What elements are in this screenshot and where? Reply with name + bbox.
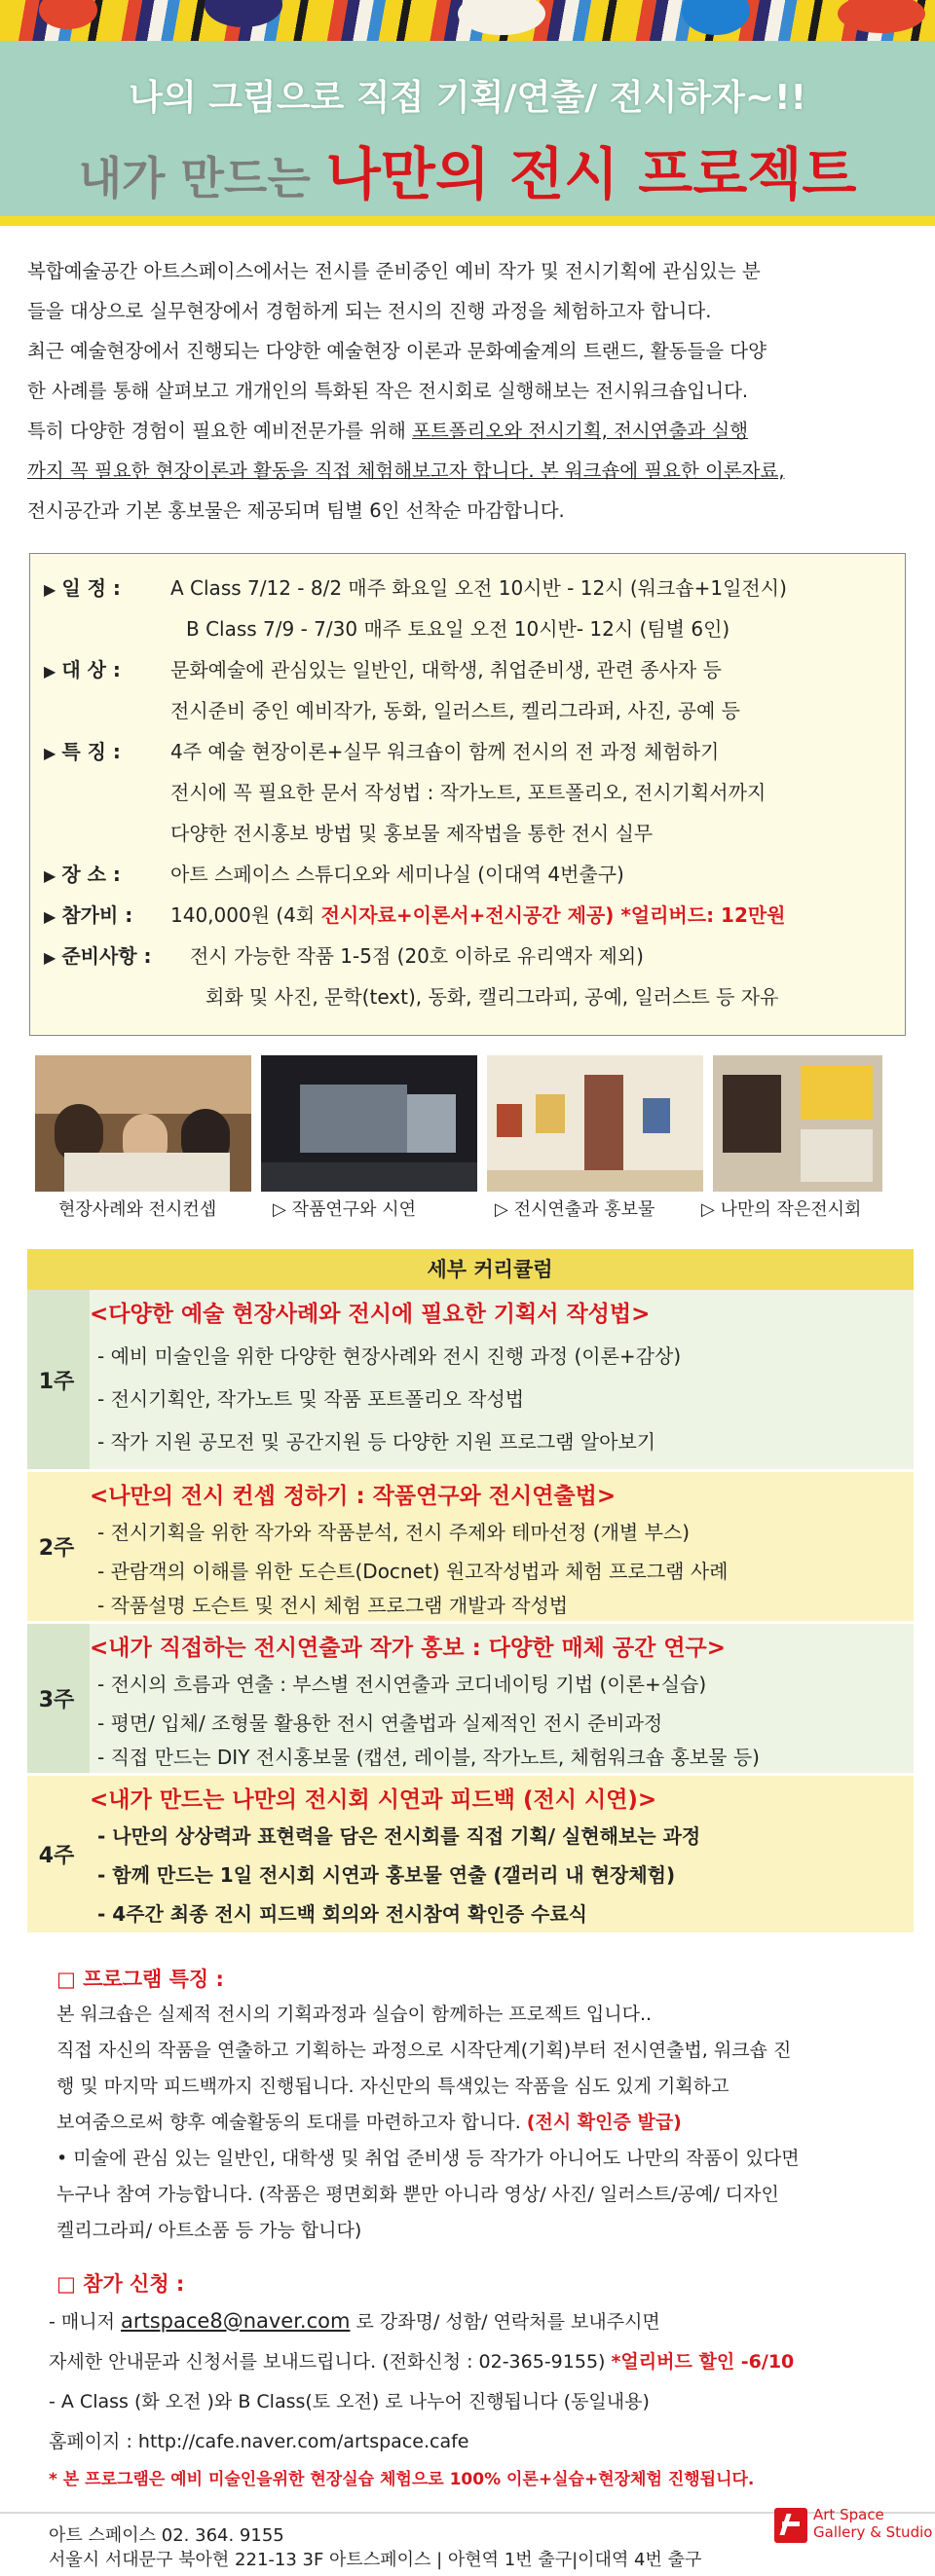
info-label: ▶ 참가비 : (44, 895, 132, 938)
info-value: 전시준비 중인 예비작가, 동화, 일러스트, 켈리그라퍼, 사진, 공예 등 (170, 699, 740, 722)
triangle-bullet-icon: ▶ (44, 866, 56, 885)
info-value: A Class 7/12 - 8/2 매주 화요일 오전 10시반 - 12시 (워크숍+1일전시) (170, 576, 787, 600)
week-item: - 작품설명 도슨트 및 전시 체험 프로그램 개발과 작성법 (97, 1594, 569, 1617)
apply-section (49, 2266, 916, 2497)
week-label: 1주 (38, 1369, 75, 1394)
intro-underlined: 까지 꼭 필요한 현장이론과 활동을 직접 체험해보고자 합니다. 본 워크숍에 필요한 이론자료, (27, 460, 785, 482)
week-heading: <다양한 예술 현장사례와 전시에 필요한 기획서 작성법> (90, 1302, 651, 1327)
info-fee-row (44, 895, 905, 936)
info-feature-row (44, 731, 905, 772)
info-value: 다양한 전시홍보 방법 및 홍보물 제작법을 통한 전시 실무 (170, 822, 654, 845)
week-item: - 예비 미술인을 위한 다양한 현장사례와 전시 진행 과정 (이론+감상) (97, 1344, 682, 1368)
curriculum-header (27, 1249, 914, 1290)
week-heading: <내가 만드는 나만의 전시회 시연과 피드백 (전시 시연)> (90, 1787, 657, 1813)
apply-row: 자세한 안내문과 신청서를 보내드립니다. (전화신청 : 02-365-9155) *얼리버드 할인 -6/10 (49, 2351, 795, 2373)
info-box (29, 553, 906, 1036)
banner-title-gray: 내가 만드는 (78, 152, 326, 204)
triangle-bullet-icon: ▶ (44, 907, 56, 926)
info-value: 4주 예술 현장이론+실무 워크숍이 함께 전시의 전 과정 체험하기 (170, 740, 720, 763)
curriculum-table (27, 1249, 914, 1932)
week-label: 2주 (38, 1536, 75, 1561)
intro-line: 복합예술공간 아트스페이스에서는 전시를 준비중인 예비 작가 및 전시기획에 관심있는 분 (27, 260, 761, 282)
info-feature-row (44, 813, 905, 854)
intro-line: 전시공간과 기본 홍보물은 제공되며 팀별 6인 선착순 마감합니다. (27, 499, 565, 522)
week-item: - 평면/ 입체/ 조형물 활용한 전시 연출법과 실제적인 전시 준비과정 (97, 1711, 663, 1735)
week-item: - 직접 만드는 DIY 전시홍보물 (캡션, 레이블, 작가노트, 체험워크숍 홍보물 등) (97, 1746, 760, 1769)
program-text: 켈리그라피/ 아트소품 등 가능 합니다) (56, 2220, 362, 2241)
program-text: 누구나 참여 가능합니다. (작품은 평면회화 뿐만 아니라 영상/ 사진/ 일러스트/공예/ 디자인 (56, 2184, 779, 2205)
photo-caption: ▷ 작품연구와 시연 (273, 1199, 417, 1220)
program-text: 본 워크숍은 실제적 전시의 기획과정과 실습이 함께하는 프로젝트 입니다.. (56, 2004, 653, 2025)
photo-presentation (261, 1055, 477, 1192)
program-text: 행 및 마지막 피드백까지 진행됩니다. 자신만의 특색있는 작품을 심도 있게 기획하고 (56, 2076, 729, 2097)
footer-address: 서울시 서대문구 북아현 221-13 3F 아트스페이스 | 아현역 1번 출구|이대역 4번 출구 (49, 2550, 702, 2570)
banner-divider (0, 216, 935, 226)
photo-workshop (35, 1055, 251, 1192)
curriculum-week-3 (27, 1621, 914, 1773)
info-value: 전시에 꼭 필요한 문서 작성법 : 작가노트, 포트폴리오, 전시기획서까지 (170, 781, 767, 804)
info-label: ▶ 특 징 : (44, 731, 121, 774)
photo-gallery (487, 1055, 703, 1192)
week-item: - 4주간 최종 전시 피드백 회의와 전시참여 확인증 수료식 (97, 1902, 587, 1926)
banner-title (0, 129, 935, 210)
photo-exhibition (713, 1055, 882, 1192)
curriculum-week-1 (27, 1290, 914, 1469)
info-target-row (44, 690, 905, 731)
info-prep-row (44, 936, 905, 976)
info-value: 문화예술에 관심있는 일반인, 대학생, 취업준비생, 관련 종사자 등 (170, 658, 722, 681)
certificate-note: (전시 확인증 발급) (526, 2112, 682, 2133)
week-body (90, 1290, 914, 1469)
curriculum-week-4 (27, 1773, 914, 1932)
week-item: - 나만의 상상력과 표현력을 담은 전시회를 직접 기획/ 실현해보는 과정 (97, 1824, 701, 1848)
info-value: 전시 가능한 작품 1-5점 (20호 이하로 유리액자 제외) (190, 944, 644, 968)
info-label: ▶ 대 상 : (44, 649, 121, 692)
week-item: - 전시기획안, 작가노트 및 작품 포트폴리오 작성법 (97, 1387, 525, 1411)
footer-phone: 아트 스페이스 02. 364. 9155 (49, 2525, 284, 2546)
program-text: 직접 자신의 작품을 연출하고 기획하는 과정으로 시작단계(기획)부터 전시연출법, 워크숍 진 (56, 2040, 792, 2061)
week-body (90, 1776, 914, 1932)
info-value: 140,000원 (4회 전시자료+이론서+전시공간 제공) *얼리버드: 12만원 (170, 903, 786, 927)
banner-title-red: 나만의 전시 프로젝트 (325, 141, 857, 207)
art-space-logo (774, 2506, 933, 2553)
triangle-bullet-icon: ▶ (44, 744, 56, 762)
info-fee-highlight: 전시자료+이론서+전시공간 제공) *얼리버드: 12만원 (320, 903, 786, 927)
week-item: - 함께 만드는 1일 전시회 시연과 홍보물 연출 (갤러리 내 현장체험) (97, 1863, 676, 1887)
info-schedule-row (44, 568, 905, 608)
week-item: - 전시의 흐름과 연출 : 부스별 전시연출과 코디네이팅 기법 (이론+실습) (97, 1673, 707, 1696)
intro-line: 한 사례를 통해 살펴보고 개개인의 특화된 작은 전시회로 실행해보는 전시워크숍입니다. (27, 380, 749, 402)
week-body (90, 1472, 914, 1621)
intro-text: 특히 다양한 경험이 필요한 예비전문가를 위해 (27, 420, 413, 442)
apply-title: □ 참가 신청 : (56, 2272, 185, 2296)
week-heading: <나만의 전시 컨셉 정하기 : 작품연구와 전시연출법> (90, 1484, 617, 1509)
program-features (56, 1962, 914, 2249)
art-space-logo-icon (774, 2508, 807, 2543)
info-label: ▶ 일 정 : (44, 568, 121, 610)
intro-line: 최근 예술현장에서 진행되는 다양한 예술현장 이론과 문화예술계의 트랜드, 활동들을 다양 (27, 340, 767, 362)
week-body (90, 1624, 914, 1773)
info-target-row (44, 649, 905, 690)
info-feature-row (44, 772, 905, 813)
info-schedule-row (44, 608, 905, 649)
intro-paragraph (27, 251, 914, 531)
week-heading: <내가 직접하는 전시연출과 작가 홍보 : 다양한 매체 공간 연구> (90, 1636, 727, 1661)
intro-line (27, 411, 914, 451)
header-banner (0, 41, 935, 216)
info-value: 회화 및 사진, 문학(text), 동화, 캘리그라피, 공예, 일러스트 등 자유 (206, 985, 779, 1009)
apply-row: - 매니저 artspace8@naver.com 로 강좌명/ 성함/ 연락처를 보내주시면 (49, 2309, 660, 2333)
info-prep-row (44, 976, 905, 1017)
photo-strip (35, 1055, 882, 1192)
triangle-bullet-icon: ▶ (44, 948, 56, 967)
program-note: * 본 프로그램은 예비 미술인을위한 현장실습 체험으로 100% 이론+실습+현장체험 진행됩니다. (49, 2470, 755, 2489)
photo-caption: ▷ 나만의 작은전시회 (701, 1199, 862, 1220)
banner-subtitle: 나의 그림으로 직접 기획/연출/ 전시하자~!! (129, 78, 806, 118)
logo-text: Art Space (813, 2506, 884, 2523)
intro-line (27, 451, 914, 491)
info-value: 아트 스페이스 스튜디오와 세미나실 (이대역 4번출구) (170, 863, 624, 886)
photo-caption: 현장사례와 전시컨셉 (58, 1199, 217, 1220)
info-label: ▶ 준비사항 : (44, 936, 152, 978)
program-text: • 미술에 관심 있는 일반인, 대학생 및 취업 준비생 등 작가가 아니어도 나만의 작품이 있다면 (56, 2148, 800, 2169)
info-place-row (44, 854, 905, 895)
intro-underlined: 포트폴리오와 전시기획, 전시연출과 실행 (412, 420, 749, 442)
info-label: ▶ 장 소 : (44, 854, 121, 897)
apply-row: - A Class (화 오전 )와 B Class(토 오전) 로 나누어 진행됩니다 (동일내용) (49, 2391, 650, 2412)
week-label: 4주 (38, 1844, 75, 1868)
week-item: - 관람객의 이해를 위한 도슨트(Docnet) 원고작성법과 체험 프로그램 사례 (97, 1560, 729, 1583)
intro-line: 들을 대상으로 실무현장에서 경험하게 되는 전시의 진행 과정을 체험하고자 합니다. (27, 300, 712, 322)
curriculum-week-2 (27, 1469, 914, 1621)
artwork-strip (0, 0, 935, 41)
curriculum-title: 세부 커리큘럼 (427, 1258, 553, 1281)
logo-text: Gallery & Studio (813, 2523, 933, 2541)
info-value: B Class 7/9 - 7/30 매주 토요일 오전 10시반- 12시 (팀별 6인) (186, 617, 730, 641)
triangle-bullet-icon: ▶ (44, 662, 56, 681)
program-text: 보여줌으로써 향후 예술활동의 토대를 마련하고자 합니다. (전시 확인증 발급) (56, 2112, 682, 2133)
photo-caption: ▷ 전시연출과 홍보물 (495, 1199, 655, 1220)
week-label: 3주 (38, 1688, 75, 1712)
triangle-bullet-icon: ▶ (44, 580, 56, 599)
photo-captions (0, 1196, 935, 1223)
email-link[interactable]: artspace8@naver.com (121, 2309, 351, 2333)
program-features-title: □ 프로그램 특징 : (56, 1968, 224, 1991)
week-item: - 전시기획을 위한 작가와 작품분석, 전시 주제와 테마선정 (개별 부스) (97, 1521, 691, 1544)
early-bird-note: *얼리버드 할인 -6/10 (611, 2351, 795, 2373)
week-item: - 작가 지원 공모전 및 공간지원 등 다양한 지원 프로그램 알아보기 (97, 1430, 656, 1454)
homepage-link[interactable]: 홈페이지 : http://cafe.naver.com/artspace.cafe (49, 2431, 469, 2452)
